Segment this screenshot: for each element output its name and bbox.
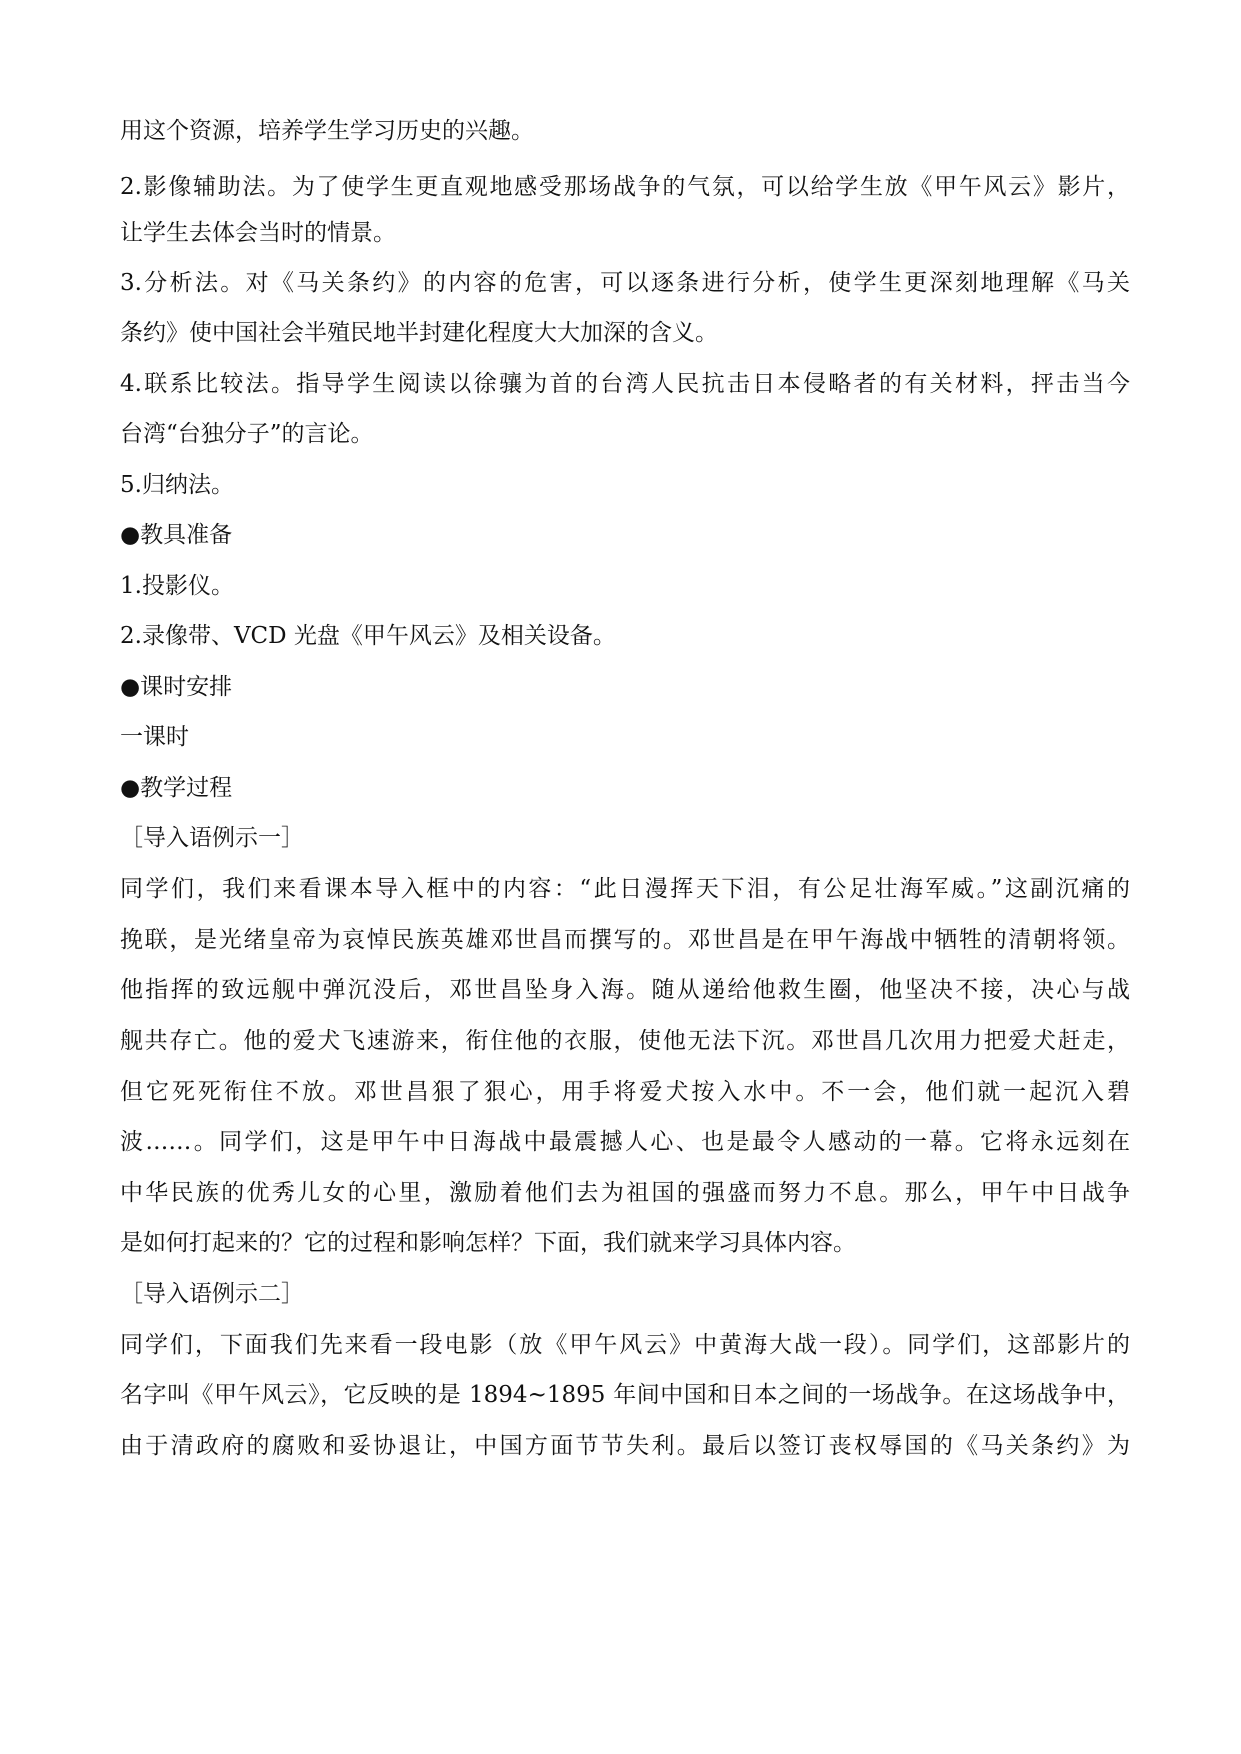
text-line: 2.录像带、VCD 光盘《甲午风云》及相关设备。 — [120, 623, 616, 649]
text-line: 2.影像辅助法。为了使学生更直观地感受那场战争的气氛，可以给学生放《甲午风云》影片， — [120, 174, 1130, 200]
text-line: 同学们，下面我们先来看一段电影（放《甲午风云》中黄海大战一段）。同学们，这部影片的 — [120, 1332, 1130, 1358]
text-line: 用这个资源，培养学生学习历史的兴趣。 — [120, 118, 534, 144]
text-line: 他指挥的致远舰中弹沉没后，邓世昌坠身入海。随从递给他救生圈，他坚决不接，决心与战 — [120, 977, 1130, 1003]
text-line: 中华民族的优秀儿女的心里，激励着他们去为祖国的强盛而努力不息。那么，甲午中日战争 — [120, 1180, 1130, 1206]
section-heading: ●教具准备 — [120, 522, 233, 548]
text-line: 同学们，我们来看课本导入框中的内容：“此日漫挥天下泪，有公足壮海军威。”这副沉痛的 — [120, 876, 1130, 902]
section-heading: ●教学过程 — [120, 775, 233, 801]
text-line: 3.分析法。对《马关条约》的内容的危害，可以逐条进行分析，使学生更深刻地理解《马关 — [120, 270, 1130, 296]
text-line: 1.投影仪。 — [120, 573, 234, 599]
text-line: 但它死死衔住不放。邓世昌狠了狠心，用手将爱犬按入水中。不一会，他们就一起沉入碧 — [120, 1079, 1130, 1105]
text-line: 名字叫《甲午风云》，它反映的是 1894~1895 年间中国和日本之间的一场战争。在这场战争中， — [120, 1382, 1130, 1408]
section-heading: ●课时安排 — [120, 674, 233, 700]
text-line: 由于清政府的腐败和妥协退让，中国方面节节失利。最后以签订丧权辱国的《马关条约》为 — [120, 1433, 1130, 1459]
text-line: 5.归纳法。 — [120, 472, 234, 498]
text-line: 一课时 — [120, 724, 189, 750]
text-line: 让学生去体会当时的情景。 — [120, 220, 396, 246]
text-line: 是如何打起来的？它的过程和影响怎样？下面，我们就来学习具体内容。 — [120, 1230, 856, 1256]
text-line: 台湾“台独分子”的言论。 — [120, 421, 374, 447]
text-line: 条约》使中国社会半殖民地半封建化程度大大加深的含义。 — [120, 320, 718, 346]
text-line: 舰共存亡。他的爱犬飞速游来，衔住他的衣服，使他无法下沉。邓世昌几次用力把爱犬赶走， — [120, 1028, 1130, 1054]
text-line: 4.联系比较法。指导学生阅读以徐骧为首的台湾人民抗击日本侵略者的有关材料，抨击当今 — [120, 371, 1130, 397]
subsection-heading: ［导入语例示二］ — [120, 1281, 304, 1307]
text-line: 波……。同学们，这是甲午中日海战中最震撼人心、也是最令人感动的一幕。它将永远刻在 — [120, 1129, 1130, 1155]
text-line: 挽联，是光绪皇帝为哀悼民族英雄邓世昌而撰写的。邓世昌是在甲午海战中牺牲的清朝将领。 — [120, 927, 1130, 953]
subsection-heading: ［导入语例示一］ — [120, 825, 304, 851]
